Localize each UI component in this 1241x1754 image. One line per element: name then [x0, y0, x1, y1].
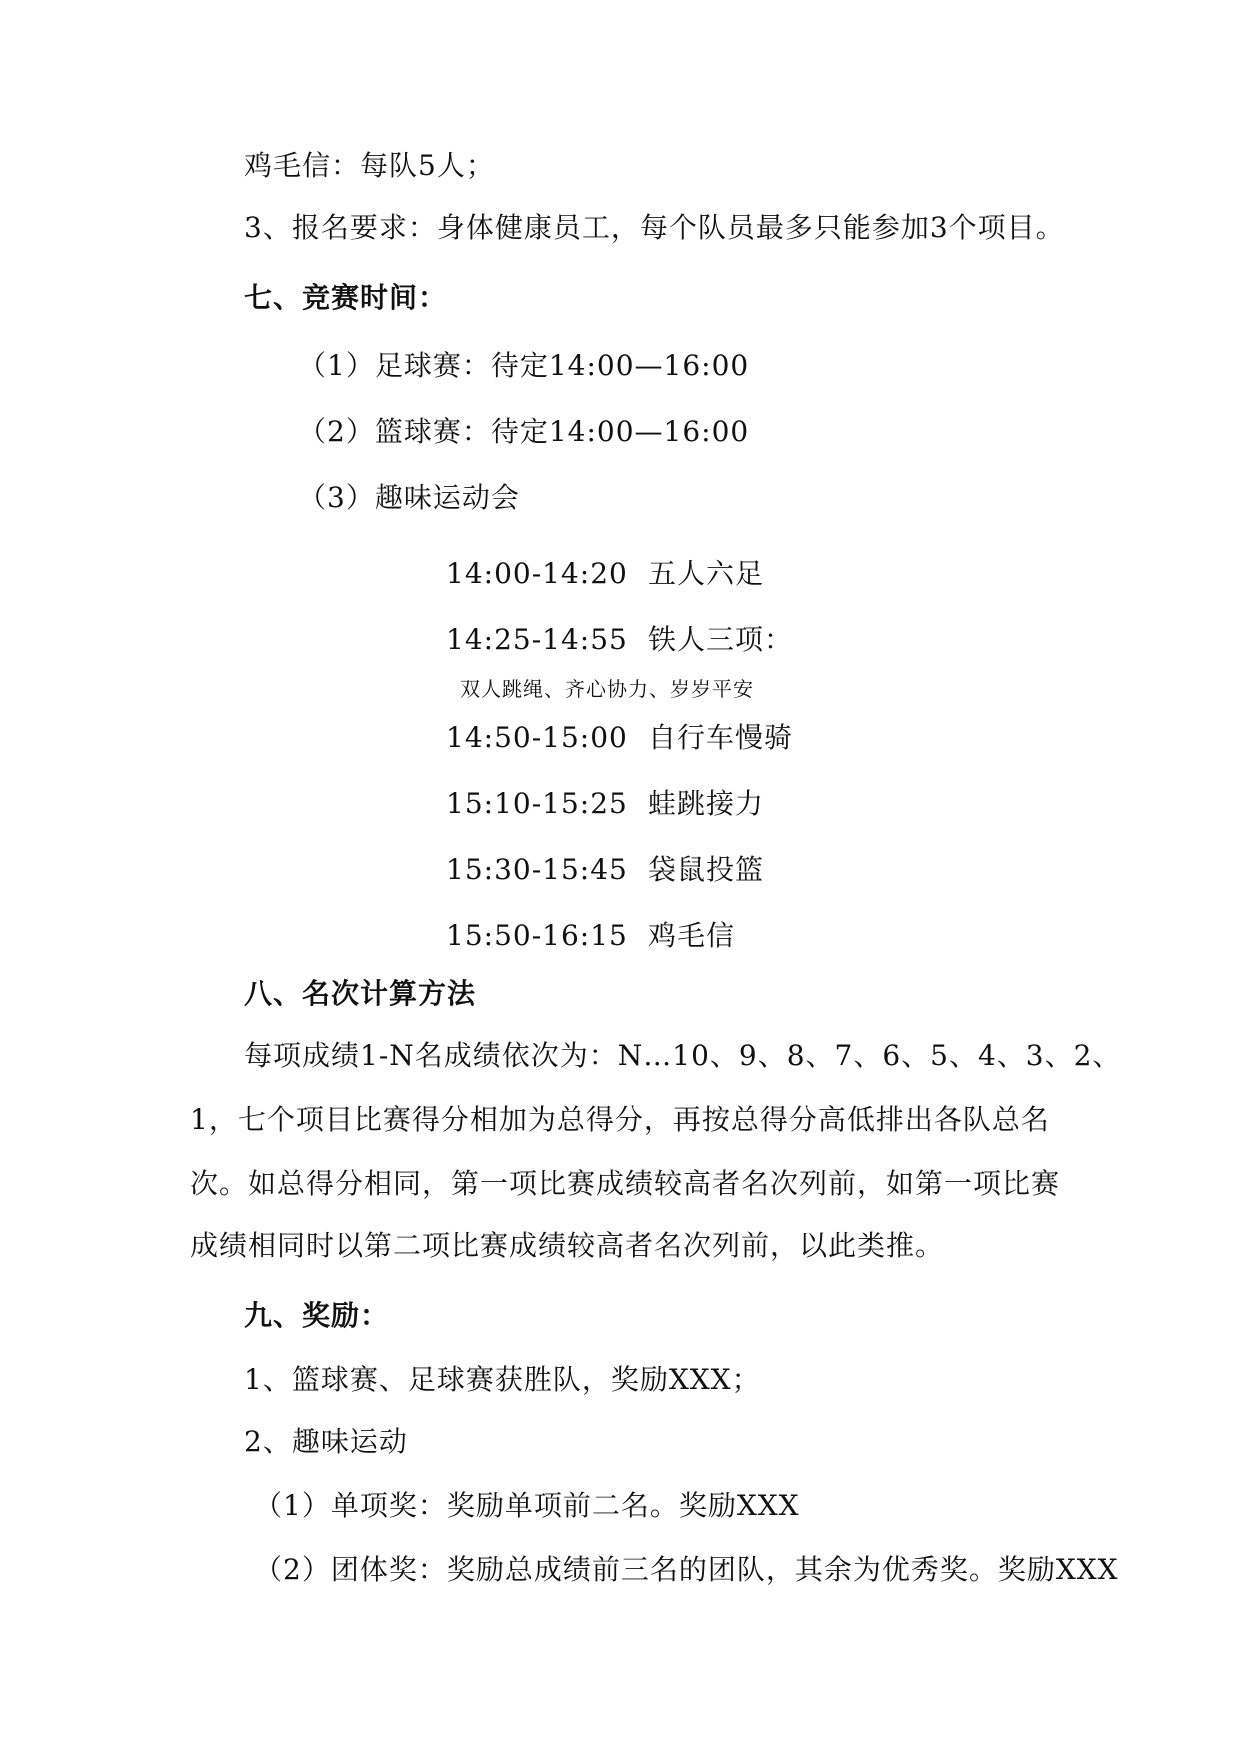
basketball-schedule: （2）篮球赛：待定14:00—16:00	[298, 415, 750, 448]
award-fun-games: 2、趣味运动	[244, 1425, 408, 1458]
schedule-event: 袋鼠投篮	[648, 853, 765, 886]
schedule-event: 铁人三项：	[648, 623, 794, 656]
fun-games-heading: （3）趣味运动会	[298, 481, 520, 514]
award-team: （2）团体奖：奖励总成绩前三名的团队，其余为优秀奖。奖励XXX	[254, 1553, 1119, 1586]
section-7-heading: 七、竞赛时间：	[244, 281, 448, 314]
schedule-time: 15:50-16:15	[446, 919, 628, 952]
schedule-time: 15:30-15:45	[446, 853, 628, 886]
signup-requirement: 3、报名要求：身体健康员工，每个队员最多只能参加3个项目。	[244, 211, 1065, 244]
ranking-rule-line-4: 成绩相同时以第二项比赛成绩较高者名次列前，以此类推。	[190, 1229, 945, 1262]
ranking-rule-line-1: 每项成绩1-N名成绩依次为：N…10、9、8、7、6、5、4、3、2、	[244, 1039, 1122, 1072]
football-schedule: （1）足球赛：待定14:00—16:00	[298, 349, 750, 382]
ranking-rule-line-3: 次。如总得分相同，第一项比赛成绩较高者名次列前，如第一项比赛	[190, 1167, 1061, 1200]
badminton-team-size: 鸡毛信：每队5人；	[244, 149, 495, 182]
schedule-event: 鸡毛信	[648, 919, 736, 952]
schedule-event: 蛙跳接力	[648, 787, 765, 820]
section-8-heading: 八、名次计算方法	[244, 977, 477, 1010]
schedule-time: 14:25-14:55	[446, 623, 628, 656]
schedule-event: 自行车慢骑	[648, 721, 794, 754]
section-9-heading: 九、奖励：	[244, 1299, 390, 1332]
ranking-rule-line-2: 1，七个项目比赛得分相加为总得分，再按总得分高低排出各队总名	[190, 1103, 1050, 1136]
award-individual: （1）单项奖：奖励单项前二名。奖励XXX	[254, 1489, 800, 1522]
schedule-time: 15:10-15:25	[446, 787, 628, 820]
schedule-event: 五人六足	[648, 557, 765, 590]
award-ball-games: 1、篮球赛、足球赛获胜队，奖励XXX；	[244, 1363, 761, 1396]
schedule-time: 14:00-14:20	[446, 557, 628, 590]
schedule-time: 14:50-15:00	[446, 721, 628, 754]
schedule-event-note: 双人跳绳、齐心协力、岁岁平安	[460, 677, 754, 701]
